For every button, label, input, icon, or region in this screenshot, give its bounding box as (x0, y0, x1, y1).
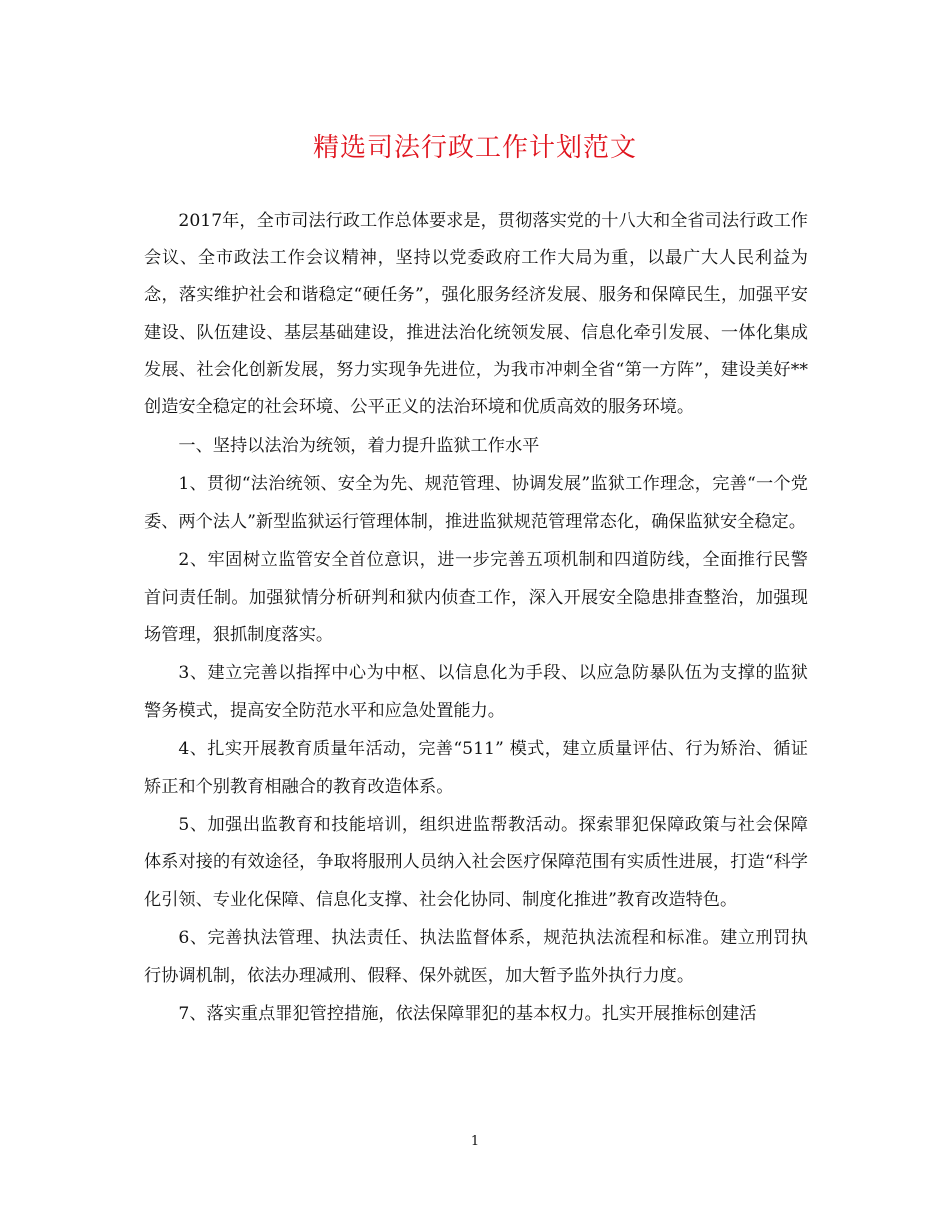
paragraph-item-1: 1、贯彻“法治统领、安全为先、规范管理、协调发展”监狱工作理念，完善“一个党委、两个法人”新型监狱运行管理体制，推进监狱规范管理常态化，确保监狱安全稳定。 (144, 474, 808, 532)
section-heading-1: 一、坚持以法治为统领，着力提升监狱工作水平 (178, 435, 540, 456)
document-body (144, 203, 808, 1035)
paragraph-item-2: 2、牢固树立监管安全首位意识，进一步完善五项机制和四道防线，全面推行民警首问责任制。加强狱情分析研判和狱内侦查工作，深入开展安全隐患排查整治，加强现场管理，狠抓制度落实。 (144, 550, 808, 645)
paragraph-item-4: 4、扎实开展教育质量年活动，完善“511” 模式，建立质量评估、行为矫治、循证矫正和个别教育相融合的教育改造体系。 (144, 739, 808, 797)
paragraph-item-3: 3、建立完善以指挥中心为中枢、以信息化为手段、以应急防暴队伍为支撑的监狱警务模式，提高安全防范水平和应急处置能力。 (144, 663, 808, 721)
paragraph-intro: 2017年，全市司法行政工作总体要求是，贯彻落实党的十八大和全省司法行政工作会议、全市政法工作会议精神，坚持以党委政府工作大局为重，以最广大人民利益为念，落实维护社会和谐稳定“硬任务”，强化服务经济发展、服务和保障民生，加强平安建设、队伍建设、基层基础建设，推进法治化统领发展、信息化牵引发展、一体化集成发展、社会化创新发展，努力实现争先进位，为我市冲刺全省“第一方阵”，建设美好**创造安全稳定的社会环境、公平正义的法治环境和优质高效的服务环境。 (144, 211, 808, 418)
paragraph-item-6: 6、完善执法管理、执法责任、执法监督体系，规范执法流程和标准。建立刑罚执行协调机制，依法办理减刑、假释、保外就医，加大暂予监外执行力度。 (144, 928, 808, 986)
paragraph-item-7: 7、落实重点罪犯管控措施，依法保障罪犯的基本权力。扎实开展推标创建活 (178, 1004, 757, 1025)
document-title: 精选司法行政工作计划范文 (312, 133, 637, 163)
page-number: 1 (470, 1134, 480, 1149)
paragraph-item-5: 5、加强出监教育和技能培训，组织进监帮教活动。探索罪犯保障政策与社会保障体系对接的有效途径，争取将服刑人员纳入社会医疗保障范围有实质性进展，打造“科学化引领、专业化保障、信息化支撑、社会化协同、制度化推进”教育改造特色。 (144, 815, 808, 910)
